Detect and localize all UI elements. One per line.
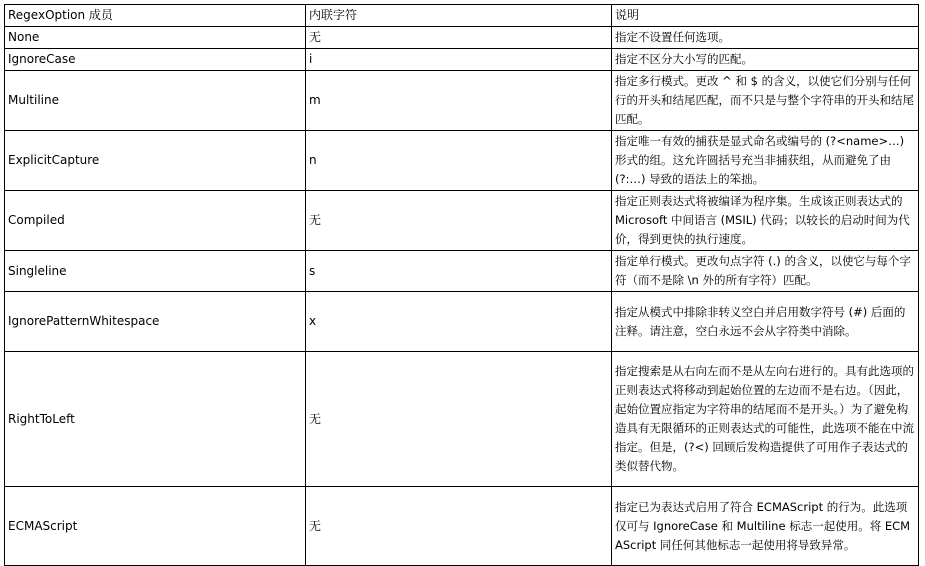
cell-inline: 无 [306,352,612,487]
cell-description: 指定不设置任何选项。 [612,27,919,49]
cell-inline: m [306,71,612,131]
table-row [5,292,919,352]
table-row [5,27,919,49]
cell-description: 指定不区分大小写的匹配。 [612,49,919,71]
table-row [5,191,919,251]
cell-inline: 无 [306,487,612,566]
header-inline-char: 内联字符 [306,5,612,27]
cell-member: Compiled [5,191,306,251]
cell-inline: n [306,131,612,191]
cell-description: 指定从模式中排除非转义空白并启用数字符号 (#) 后面的注释。请注意，空白永远不会从字符类中消除。 [612,292,919,352]
cell-inline: 无 [306,27,612,49]
table-row [5,71,919,131]
header-member: RegexOption 成员 [5,5,306,27]
cell-inline: s [306,251,612,292]
table-row [5,131,919,191]
regex-options-table [4,4,919,566]
header-description: 说明 [612,5,919,27]
cell-inline: 无 [306,191,612,251]
table-header-row [5,5,919,27]
cell-inline: x [306,292,612,352]
table-row [5,352,919,487]
cell-member: None [5,27,306,49]
cell-description: 指定已为表达式启用了符合 ECMAScript 的行为。此选项仅可与 IgnoreCase 和 Multiline 标志一起使用。将 ECMAScript 同任何其他标志一起使用将导致异常。 [612,487,919,566]
cell-member: ExplicitCapture [5,131,306,191]
cell-description: 指定搜索是从右向左而不是从左向右进行的。具有此选项的正则表达式将移动到起始位置的左边而不是右边。（因此，起始位置应指定为字符串的结尾而不是开头。）为了避免构造具有无限循环的正则表达式的可能性，此选项不能在中流指定。但是，(?<) 回顾后发构造提供了可用作子表达式的类似替代物。 [612,352,919,487]
cell-member: Singleline [5,251,306,292]
regex-options-table-container [4,4,919,566]
cell-description: 指定单行模式。更改句点字符 (.) 的含义，以使它与每个字符（而不是除 \n 外的所有字符）匹配。 [612,251,919,292]
table-row [5,251,919,292]
cell-description: 指定唯一有效的捕获是显式命名或编号的 (?<name>…) 形式的组。这允许圆括号充当非捕获组，从而避免了由 (?:…) 导致的语法上的笨拙。 [612,131,919,191]
cell-description: 指定多行模式。更改 ^ 和 $ 的含义，以使它们分别与任何行的开头和结尾匹配，而不只是与整个字符串的开头和结尾匹配。 [612,71,919,131]
cell-member: IgnorePatternWhitespace [5,292,306,352]
table-row [5,487,919,566]
cell-description: 指定正则表达式将被编译为程序集。生成该正则表达式的 Microsoft 中间语言 (MSIL) 代码；以较长的启动时间为代价，得到更快的执行速度。 [612,191,919,251]
cell-member: ECMAScript [5,487,306,566]
cell-inline: i [306,49,612,71]
table-row [5,49,919,71]
cell-member: RightToLeft [5,352,306,487]
cell-member: IgnoreCase [5,49,306,71]
cell-member: Multiline [5,71,306,131]
